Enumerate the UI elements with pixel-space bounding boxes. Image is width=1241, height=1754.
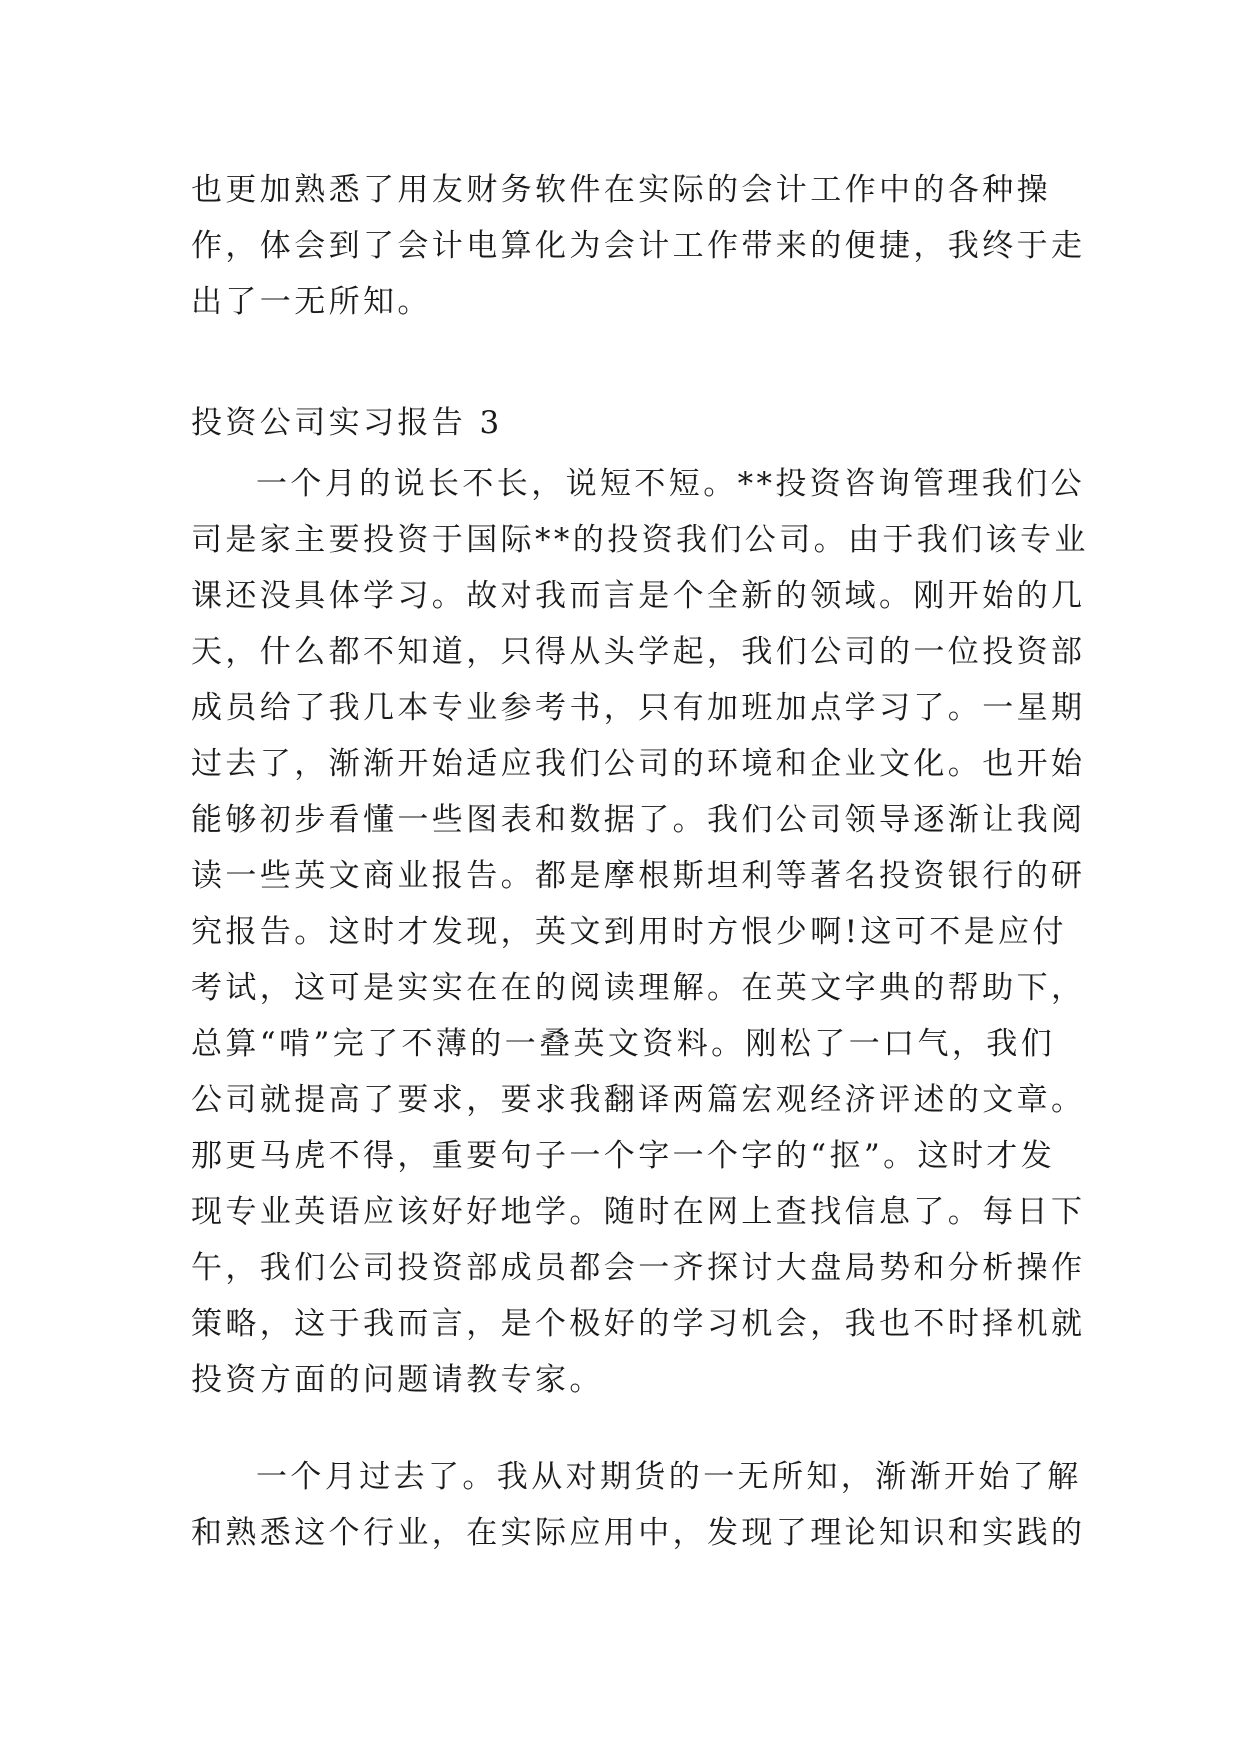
text-line: 出了一无所知。	[191, 284, 432, 320]
text-line: 和熟悉这个行业，在实际应用中，发现了理论知识和实践的	[191, 1515, 1086, 1551]
text-line: 天，什么都不知道，只得从头学起，我们公司的一位投资部	[191, 634, 1086, 670]
text-line: 现专业英语应该好好地学。随时在网上查找信息了。每日下	[191, 1194, 1086, 1230]
text-line: 能够初步看懂一些图表和数据了。我们公司领导逐渐让我阅	[191, 802, 1086, 838]
text-line: 作，体会到了会计电算化为会计工作带来的便捷，我终于走	[191, 228, 1086, 264]
text-line: 课还没具体学习。故对我而言是个全新的领域。刚开始的几	[191, 578, 1086, 614]
text-line: 读一些英文商业报告。都是摩根斯坦利等著名投资银行的研	[191, 858, 1086, 894]
text-line: 成员给了我几本专业参考书，只有加班加点学习了。一星期	[191, 690, 1086, 726]
text-line: 究报告。这时才发现，英文到用时方恨少啊!这可不是应付	[191, 914, 1067, 950]
text-line: 一个月的说长不长，说短不短。**投资咨询管理我们公	[256, 466, 1085, 502]
body-paragraph-1	[191, 456, 1089, 1408]
section-heading	[191, 398, 1051, 448]
text-line: 司是家主要投资于国际**的投资我们公司。由于我们该专业	[191, 522, 1089, 558]
text-line: 一个月过去了。我从对期货的一无所知，渐渐开始了解	[256, 1459, 1082, 1495]
text-line: 也更加熟悉了用友财务软件在实际的会计工作中的各种操	[191, 172, 1051, 208]
text-line: 公司就提高了要求，要求我翻译两篇宏观经济评述的文章。	[191, 1082, 1086, 1118]
text-line: 投资方面的问题请教专家。	[191, 1362, 604, 1398]
text-line: 午，我们公司投资部成员都会一齐探讨大盘局势和分析操作	[191, 1250, 1086, 1286]
text-line: 总算“啃”完了不薄的一叠英文资料。刚松了一口气，我们	[191, 1026, 1056, 1062]
text-line: 考试，这可是实实在在的阅读理解。在英文字典的帮助下，	[191, 970, 1086, 1006]
text-line: 那更马虎不得，重要句子一个字一个字的“抠”。这时才发	[191, 1138, 1056, 1174]
body-paragraph-2	[191, 1449, 1086, 1561]
continuation-paragraph	[191, 162, 1086, 330]
text-line: 策略，这于我而言，是个极好的学习机会，我也不时择机就	[191, 1306, 1086, 1342]
text-line: 过去了，渐渐开始适应我们公司的环境和企业文化。也开始	[191, 746, 1086, 782]
section-title: 投资公司实习报告 3	[191, 405, 503, 441]
